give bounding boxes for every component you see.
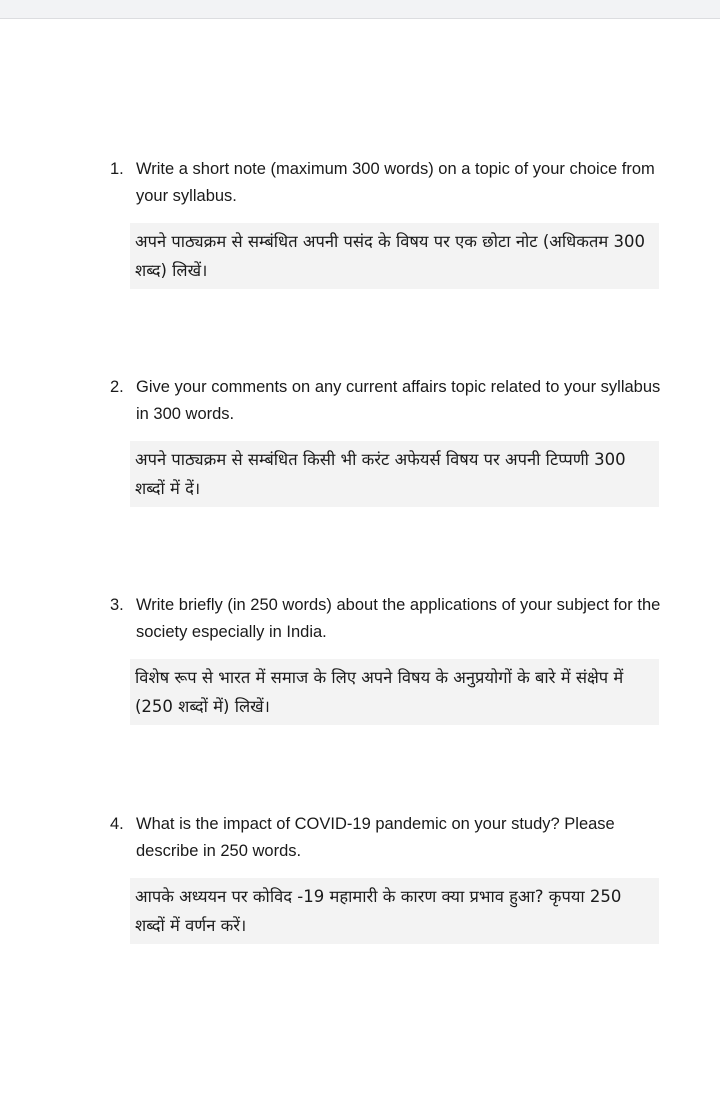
question-number: 2. — [110, 378, 124, 396]
viewer-top-bar — [0, 0, 720, 19]
question-english — [110, 156, 670, 210]
question-number: 4. — [110, 815, 124, 833]
question-text-hindi: विशेष रूप से भारत में समाज के लिए अपने विषय के अनुप्रयोगों के बारे में संक्षेप में (250 शब्दों में) लिखें। — [130, 659, 659, 725]
question-text-english: Write briefly (in 250 words) about the applications of your subject for the society especially in India. — [136, 596, 661, 641]
question-text-hindi: अपने पाठ्यक्रम से सम्बंधित अपनी पसंद के विषय पर एक छोटा नोट (अधिकतम 300 शब्द) लिखें। — [130, 223, 659, 289]
question-text-english: Write a short note (maximum 300 words) on a topic of your choice from your syllabus. — [136, 160, 655, 205]
question-text-hindi: आपके अध्ययन पर कोविद -19 महामारी के कारण क्या प्रभाव हुआ? कृपया 250 शब्दों में वर्णन करें। — [130, 878, 659, 944]
question-1 — [110, 156, 670, 289]
question-text-english: What is the impact of COVID-19 pandemic on your study? Please describe in 250 words. — [136, 815, 615, 860]
question-text-english: Give your comments on any current affairs topic related to your syllabus in 300 words. — [136, 378, 661, 423]
question-english — [110, 811, 670, 865]
question-3 — [110, 592, 670, 725]
question-english — [110, 592, 670, 646]
question-english — [110, 374, 670, 428]
question-2 — [110, 374, 670, 507]
question-text-hindi: अपने पाठ्यक्रम से सम्बंधित किसी भी करंट अफेयर्स विषय पर अपनी टिप्पणी 300 शब्दों में दें। — [130, 441, 659, 507]
question-4 — [110, 811, 670, 944]
question-number: 1. — [110, 160, 124, 178]
question-number: 3. — [110, 596, 124, 614]
